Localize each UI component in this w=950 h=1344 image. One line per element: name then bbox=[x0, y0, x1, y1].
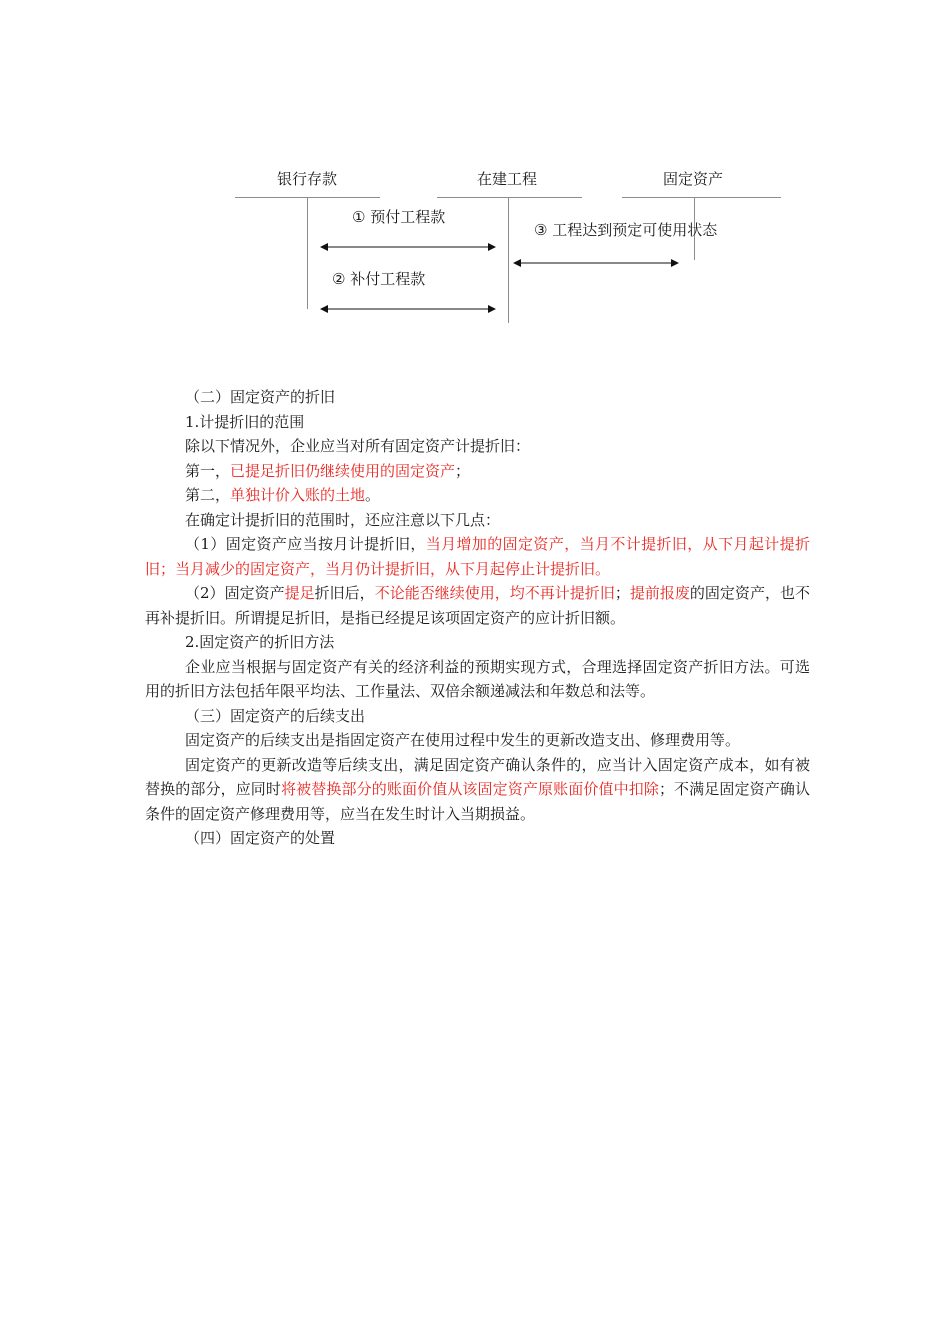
section-heading-depreciation: （二）固定资产的折旧 bbox=[185, 388, 336, 406]
t-account-diagram bbox=[0, 0, 950, 340]
paragraph-notes-intro: 在确定计提折旧的范围时，还应注意以下几点： bbox=[185, 510, 501, 529]
subheading-depreciation-scope: 1.计提折旧的范围 bbox=[185, 412, 305, 431]
highlight-text: 提前报废 bbox=[629, 584, 690, 602]
document-body bbox=[145, 385, 810, 851]
highlight-text: 单独计价入账的土地 bbox=[230, 486, 366, 504]
entry-label-prepaid: ① 预付工程款 bbox=[352, 208, 446, 226]
paragraph-note-1: （1）固定资产应当按月计提折旧，当月增加的固定资产，当月不计提折旧，从下月起计提折旧；当月减少的固定资产，当月仍计提折旧，从下月起停止计提折旧。 bbox=[145, 535, 810, 578]
account-title-bank-deposit: 银行存款 bbox=[277, 170, 338, 188]
paragraph-exception-1: 第一，已提足折旧仍继续使用的固定资产； bbox=[185, 461, 471, 480]
t-account-cip-horizontal bbox=[437, 197, 582, 198]
t-account-bank-vertical bbox=[307, 197, 308, 309]
arrow-entry-2 bbox=[320, 304, 496, 314]
paragraph-note-2: （2）固定资产提足折旧后，不论能否继续使用，均不再计提折旧；提前报废的固定资产，也不再补提折旧。所谓提足折旧，是指已经提足该项固定资产的应计折旧额。 bbox=[145, 584, 810, 627]
paragraph-methods: 企业应当根据与固定资产有关的经济利益的预期实现方式，合理选择固定资产折旧方法。可选用的折旧方法包括年限平均法、工作量法、双倍余额递减法和年数总和法等。 bbox=[145, 657, 810, 700]
highlight-text: 已提足折旧仍继续使用的固定资产 bbox=[230, 461, 456, 480]
paragraph-subsequent-treatment: 固定资产的更新改造等后续支出，满足固定资产确认条件的，应当计入固定资产成本，如有被替换的部分，应同时将被替换部分的账面价值从该固定资产原账面价值中扣除；不满足固定资产确认条件的固定资产修理费用等，应当在发生时计入当期损益。 bbox=[145, 755, 810, 823]
section-heading-disposal: （四）固定资产的处置 bbox=[185, 829, 336, 847]
section-heading-subsequent-expenditure: （三）固定资产的后续支出 bbox=[185, 706, 366, 725]
account-title-construction-in-progress: 在建工程 bbox=[477, 170, 538, 188]
arrow-entry-1 bbox=[320, 242, 496, 252]
paragraph-subsequent-definition: 固定资产的后续支出是指固定资产在使用过程中发生的更新改造支出、修理费用等。 bbox=[185, 731, 741, 749]
t-account-fa-horizontal bbox=[622, 197, 781, 198]
subheading-depreciation-methods: 2.固定资产的折旧方法 bbox=[185, 633, 335, 651]
highlight-text: 将被替换部分的账面价值从该固定资产原账面价值中扣除 bbox=[281, 780, 659, 798]
account-title-fixed-assets: 固定资产 bbox=[663, 170, 724, 188]
paragraph-scope-intro: 除以下情况外，企业应当对所有固定资产计提折旧： bbox=[185, 437, 531, 455]
entry-label-supplementary: ② 补付工程款 bbox=[332, 270, 426, 288]
highlight-text: 提足 bbox=[284, 584, 315, 602]
highlight-text: 不论能否继续使用，均不再计提折旧 bbox=[374, 584, 615, 602]
paragraph-exception-2: 第二，单独计价入账的土地。 bbox=[185, 486, 381, 504]
arrow-entry-3 bbox=[513, 258, 679, 268]
entry-label-ready-for-use: ③ 工程达到预定可使用状态 bbox=[534, 221, 718, 239]
highlight-text: 当月增加的固定资产，当月不计提折旧，从下月起计提折旧；当月减少的固定资产，当月仍计提折旧，从下月起停止计提折旧。 bbox=[145, 535, 810, 578]
t-account-cip-vertical bbox=[508, 197, 509, 323]
